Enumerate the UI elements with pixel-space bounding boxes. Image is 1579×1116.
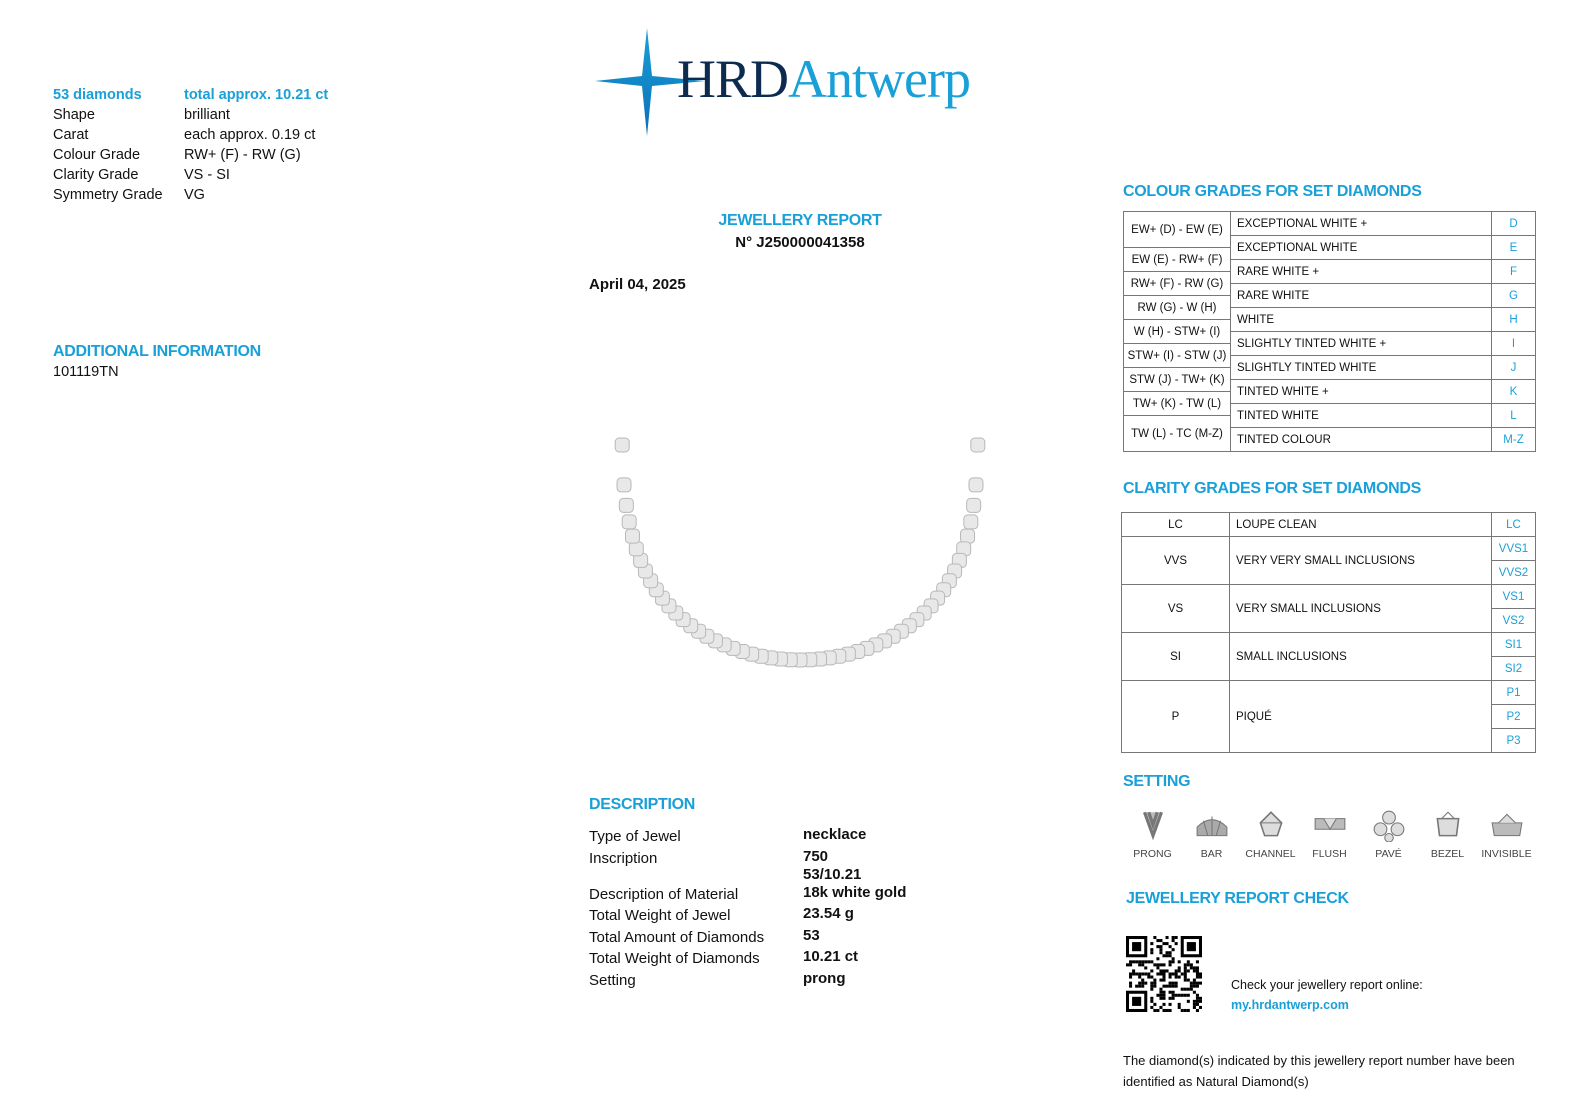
necklace-stone [969, 478, 983, 492]
summary-key: Clarity Grade [53, 167, 139, 183]
description-value [803, 970, 846, 992]
pave-icon [1371, 808, 1407, 842]
clarity-code: P [1122, 681, 1230, 753]
diamond-summary [53, 85, 328, 205]
setting-flush [1300, 808, 1359, 860]
description-value [803, 905, 854, 927]
colour-grade-letter: D [1492, 212, 1536, 236]
description-title: DESCRIPTION [589, 796, 696, 813]
summary-row [53, 185, 328, 205]
clarity-code: SI [1122, 633, 1230, 681]
clarity-grade-row [1122, 537, 1536, 561]
colour-range-label: EW (E) - RW+ (F) [1124, 248, 1231, 272]
summary-value: VG [184, 187, 205, 203]
colour-grade-name: EXCEPTIONAL WHITE [1231, 236, 1492, 260]
description-key: Total Weight of Diamonds [589, 950, 760, 967]
colour-grade-letter: F [1492, 260, 1536, 284]
description-row [589, 970, 906, 992]
description-key: Type of Jewel [589, 828, 681, 845]
report-number: N° J250000041358 [735, 234, 865, 251]
channel-icon [1253, 808, 1289, 842]
setting-channel [1241, 808, 1300, 860]
setting-bezel [1418, 808, 1477, 860]
clarity-name: SMALL INCLUSIONS [1230, 633, 1492, 681]
additional-information [53, 343, 261, 380]
setting-pav [1359, 808, 1418, 860]
colour-grade-letter: E [1492, 236, 1536, 260]
clarity-grade: SI1 [1492, 633, 1536, 657]
colour-range-label: STW+ (I) - STW (J) [1124, 344, 1231, 368]
colour-grades-table [1123, 211, 1536, 452]
clarity-grade: VS2 [1492, 609, 1536, 633]
colour-range-label: TW (L) - TC (M-Z) [1124, 416, 1231, 452]
necklace-stone [617, 478, 631, 492]
logo-wordmark: HRDAntwerp [677, 49, 970, 109]
clarity-grades-table [1121, 512, 1536, 753]
colour-range-label: STW (J) - TW+ (K) [1124, 368, 1231, 392]
colour-grade-letter: H [1492, 308, 1536, 332]
description-key: Total Weight of Jewel [589, 907, 731, 924]
bar-icon [1194, 808, 1230, 842]
description-value-line: 53 [803, 926, 820, 944]
clarity-grade: P3 [1492, 729, 1536, 753]
colour-grade-letter: M-Z [1492, 428, 1536, 452]
clarity-grade: P1 [1492, 681, 1536, 705]
setting-label: FLUSH [1312, 848, 1347, 860]
description-value-line: 750 [803, 847, 829, 865]
description-value-line: necklace [803, 826, 867, 843]
colour-grade-letter: I [1492, 332, 1536, 356]
setting-label: PAVÉ [1375, 848, 1402, 860]
colour-grades-title: COLOUR GRADES FOR SET DIAMONDS [1123, 183, 1422, 200]
necklace-stone [964, 515, 978, 529]
description-key: Description of Material [589, 885, 739, 903]
colour-grade-name: TINTED WHITE [1231, 404, 1492, 428]
clarity-code: LC [1122, 513, 1230, 537]
colour-grade-name: RARE WHITE [1231, 284, 1492, 308]
prong-icon [1135, 808, 1171, 842]
necklace-stone [619, 498, 633, 512]
colour-grade-letter: L [1492, 404, 1536, 428]
summary-value: RW+ (F) - RW (G) [184, 147, 301, 163]
setting-label: CHANNEL [1245, 848, 1296, 860]
colour-range-label: RW+ (F) - RW (G) [1124, 272, 1231, 296]
description-table [589, 826, 906, 991]
setting-title: SETTING [1123, 773, 1191, 790]
report-title: JEWELLERY REPORT [718, 212, 882, 229]
summary-value: brilliant [184, 107, 230, 123]
report-check-instruction: Check your jewellery report online: [1231, 978, 1423, 992]
additional-information-title: ADDITIONAL INFORMATION [53, 343, 261, 360]
colour-grade-name: SLIGHTLY TINTED WHITE [1231, 356, 1492, 380]
description-value [803, 927, 820, 949]
clarity-code: VVS [1122, 537, 1230, 585]
hrd-antwerp-logo [595, 28, 1015, 138]
setting-invisible [1477, 808, 1536, 860]
summary-key: Shape [53, 107, 95, 123]
diamond-count: 53 diamonds [53, 87, 142, 103]
colour-grade-name: WHITE [1231, 308, 1492, 332]
summary-key: Carat [53, 127, 89, 143]
report-date: April 04, 2025 [589, 276, 686, 293]
report-check-link[interactable]: my.hrdantwerp.com [1231, 998, 1349, 1012]
setting-bar [1182, 808, 1241, 860]
description-value-line: 18k white gold [803, 883, 907, 901]
description-row [589, 848, 906, 884]
summary-row [53, 105, 328, 125]
clarity-code: VS [1122, 585, 1230, 633]
flush-icon [1312, 808, 1348, 842]
clarity-name: VERY VERY SMALL INCLUSIONS [1230, 537, 1492, 585]
description-value [803, 884, 906, 906]
necklace-stone [961, 529, 975, 543]
necklace-stone [615, 438, 629, 452]
summary-row [53, 145, 328, 165]
setting-label: BEZEL [1430, 848, 1465, 860]
diamond-total-weight: total approx. 10.21 ct [184, 87, 329, 103]
summary-key: Colour Grade [53, 147, 141, 163]
description-value-line: 53/10.21 [803, 865, 862, 883]
colour-grade-name: TINTED WHITE + [1231, 380, 1492, 404]
description-row [589, 884, 906, 906]
summary-key: Symmetry Grade [53, 187, 163, 203]
clarity-grade-row [1122, 633, 1536, 657]
clarity-grade: VVS1 [1492, 537, 1536, 561]
colour-grade-name: SLIGHTLY TINTED WHITE + [1231, 332, 1492, 356]
description-key: Setting [589, 971, 636, 989]
colour-grade-letter: G [1492, 284, 1536, 308]
setting-label: INVISIBLE [1481, 848, 1532, 860]
description-row [589, 927, 906, 949]
clarity-grade: VVS2 [1492, 561, 1536, 585]
clarity-grade: VS1 [1492, 585, 1536, 609]
colour-grade-letter: K [1492, 380, 1536, 404]
colour-grade-row [1124, 212, 1536, 224]
clarity-name: LOUPE CLEAN [1230, 513, 1492, 537]
necklace-stone [971, 438, 985, 452]
clarity-grade-row [1122, 681, 1536, 705]
additional-information-value: 101119TN [53, 364, 119, 380]
necklace-stone [625, 529, 639, 543]
necklace-image [590, 425, 1010, 695]
description-row [589, 948, 906, 970]
clarity-name: PIQUÉ [1230, 681, 1492, 753]
colour-grade-letter: J [1492, 356, 1536, 380]
description-key: Inscription [589, 849, 658, 867]
clarity-grade: P2 [1492, 705, 1536, 729]
clarity-grade-row [1122, 585, 1536, 609]
natural-diamond-statement: The diamond(s) indicated by this jewellery report number have been identified as Natural Diamond(s) [1123, 1053, 1515, 1089]
report-check-title: JEWELLERY REPORT CHECK [1126, 890, 1349, 907]
description-value-line: 23.54 g [803, 905, 854, 922]
colour-range-label: TW+ (K) - TW (L) [1124, 392, 1231, 416]
qr-code-icon[interactable] [1126, 936, 1202, 1012]
setting-icons [1123, 808, 1543, 860]
description-row [589, 905, 906, 927]
summary-value: each approx. 0.19 ct [184, 127, 316, 143]
colour-range-label: EW+ (D) - EW (E) [1124, 212, 1231, 248]
description-value [803, 848, 861, 884]
summary-value: VS - SI [184, 167, 230, 183]
bezel-icon [1430, 808, 1466, 842]
report-check-text [1231, 975, 1423, 1015]
clarity-name: VERY SMALL INCLUSIONS [1230, 585, 1492, 633]
description-value-line: 10.21 ct [803, 948, 859, 965]
description-value [803, 826, 866, 848]
clarity-grade-row [1122, 513, 1536, 537]
summary-row [53, 125, 328, 145]
description-value-line: prong [803, 969, 846, 987]
description-value [803, 948, 858, 970]
colour-grade-name: EXCEPTIONAL WHITE + [1231, 212, 1492, 236]
clarity-grades-title: CLARITY GRADES FOR SET DIAMONDS [1123, 480, 1421, 497]
colour-range-label: W (H) - STW+ (I) [1124, 320, 1231, 344]
description-row [589, 826, 906, 848]
colour-grade-name: RARE WHITE + [1231, 260, 1492, 284]
necklace-stone [629, 542, 643, 556]
summary-row [53, 165, 328, 185]
necklace-stone [967, 498, 981, 512]
description-key: Total Amount of Diamonds [589, 928, 765, 946]
setting-label: PRONG [1133, 848, 1172, 860]
clarity-grade: SI2 [1492, 657, 1536, 681]
invisible-icon [1489, 808, 1525, 842]
clarity-grade: LC [1492, 513, 1536, 537]
setting-label: BAR [1200, 848, 1223, 860]
colour-grade-name: TINTED COLOUR [1231, 428, 1492, 452]
necklace-stone [622, 515, 636, 529]
colour-range-label: RW (G) - W (H) [1124, 296, 1231, 320]
setting-prong [1123, 808, 1182, 860]
